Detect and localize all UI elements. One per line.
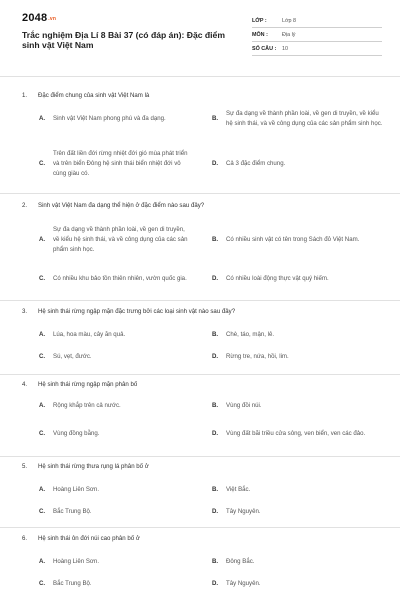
question-prompt: Đặc điểm chung của sinh vật Việt Nam là xyxy=(38,92,150,99)
option-text: Vùng đồng bằng. xyxy=(53,430,100,438)
section-divider xyxy=(0,193,400,194)
option-letter: B. xyxy=(212,115,219,123)
option-text: Tây Nguyên. xyxy=(226,508,261,516)
option-text: Đông Bắc. xyxy=(226,558,255,566)
option-letter: A. xyxy=(39,331,46,339)
option-text: Sự đa dạng về thành phần loài, về gen di truyền, về kiểu hệ sinh thái, và về công dụng của các sản phẩm sinh học. xyxy=(226,110,383,127)
option-b[interactable] xyxy=(212,484,384,496)
option-letter: B. xyxy=(212,486,219,494)
option-c[interactable] xyxy=(39,506,189,518)
option-a[interactable] xyxy=(39,329,189,341)
option-text: Hoàng Liên Sơn. xyxy=(53,558,100,566)
option-c[interactable] xyxy=(39,578,189,590)
question-number: 4. xyxy=(22,381,28,388)
option-letter: B. xyxy=(212,402,219,410)
question-number: 3. xyxy=(22,308,28,315)
option-text: Sú, vẹt, đước. xyxy=(53,353,92,361)
site-logo[interactable] xyxy=(22,12,56,24)
option-text: Sự đa dạng về thành phần loài, về gen di truyền, về kiểu hệ sinh thái, và về công dụng của các sản phẩm sinh học. xyxy=(53,226,188,253)
meta-value: Lớp 8 xyxy=(282,17,297,24)
question-text xyxy=(22,535,140,542)
question-text xyxy=(22,463,149,470)
option-a[interactable] xyxy=(39,221,189,259)
option-letter: C. xyxy=(39,275,46,283)
meta-label: LỚP : xyxy=(252,17,267,24)
section-divider xyxy=(0,76,400,77)
question-number: 5. xyxy=(22,463,28,470)
option-letter: A. xyxy=(39,558,46,566)
option-letter: D. xyxy=(212,160,219,168)
section-divider xyxy=(0,300,400,301)
option-b[interactable] xyxy=(212,400,384,412)
option-b[interactable] xyxy=(212,227,384,253)
question-number: 1. xyxy=(22,92,28,99)
option-c[interactable] xyxy=(39,351,189,363)
question-text xyxy=(22,308,235,315)
option-letter: D. xyxy=(212,353,219,361)
question-text xyxy=(22,202,204,209)
option-letter: D. xyxy=(212,508,219,516)
option-letter: D. xyxy=(212,275,219,283)
option-letter: A. xyxy=(39,236,46,244)
option-letter: D. xyxy=(212,580,219,588)
question-prompt: Hệ sinh thái rừng thưa rụng lá phân bố ở xyxy=(38,463,149,470)
option-b[interactable] xyxy=(212,100,384,138)
section-divider xyxy=(0,374,400,375)
question-prompt: Sinh vật Việt Nam đa dạng thể hiện ở đặc điểm nào sau đây? xyxy=(38,202,205,209)
option-text: Rộng khắp trên cả nước. xyxy=(53,402,121,410)
option-text: Có nhiều sinh vật có tên trong Sách đỏ Việt Nam. xyxy=(226,236,360,244)
option-text: Vùng đất bãi triều cửa sông, ven biển, ven các đảo. xyxy=(226,430,366,438)
meta-row-subject xyxy=(252,28,382,42)
option-text: Bắc Trung Bộ. xyxy=(53,508,92,516)
option-letter: A. xyxy=(39,486,46,494)
option-a[interactable] xyxy=(39,113,189,125)
option-letter: C. xyxy=(39,353,46,361)
question-number: 6. xyxy=(22,535,28,542)
option-text: Tây Nguyên. xyxy=(226,580,261,588)
question-prompt: Hệ sinh thái ôn đới núi cao phân bố ở xyxy=(38,535,140,542)
option-text: Trên đất liền đới rừng nhiệt đới gió mùa phát triển và trên biển Đông hệ sinh thái biển nhiệt đới vô cùng giàu có. xyxy=(53,150,188,177)
option-d[interactable] xyxy=(212,421,384,447)
option-text: Rừng tre, nứa, hồi, lim. xyxy=(226,353,289,361)
option-letter: A. xyxy=(39,115,46,123)
question-number: 2. xyxy=(22,202,28,209)
option-d[interactable] xyxy=(212,272,384,286)
document-meta xyxy=(252,14,382,56)
option-d[interactable] xyxy=(212,578,384,590)
option-text: Lúa, hoa màu, cây ăn quả. xyxy=(53,331,126,339)
meta-label: MÔN : xyxy=(252,31,268,38)
option-b[interactable] xyxy=(212,556,384,568)
question-prompt: Hệ sinh thái rừng ngập mặn phân bố xyxy=(38,381,138,388)
option-text: Vùng đồi núi. xyxy=(226,402,262,410)
option-c[interactable] xyxy=(39,266,189,292)
question-text xyxy=(22,92,149,99)
option-text: Cả 3 đặc điểm chung. xyxy=(226,160,286,168)
option-a[interactable] xyxy=(39,400,189,412)
section-divider xyxy=(0,527,400,528)
option-letter: B. xyxy=(212,331,219,339)
option-text: Chè, táo, mận, lê. xyxy=(226,331,275,339)
option-letter: C. xyxy=(39,430,46,438)
meta-value: Địa lý xyxy=(282,31,296,38)
option-c[interactable] xyxy=(39,145,189,183)
option-letter: B. xyxy=(212,558,219,566)
meta-row-class xyxy=(252,14,382,28)
option-letter: C. xyxy=(39,508,46,516)
option-c[interactable] xyxy=(39,428,189,440)
section-divider xyxy=(0,456,400,457)
question-prompt: Hệ sinh thái rừng ngập mặn đặc trưng bởi các loại sinh vật nào sau đây? xyxy=(38,308,236,315)
option-text: Bắc Trung Bộ. xyxy=(53,580,92,588)
option-text: Có nhiều loài động thực vật quý hiếm. xyxy=(226,275,329,283)
question-text xyxy=(22,381,137,388)
option-letter: A. xyxy=(39,402,46,410)
option-d[interactable] xyxy=(212,351,384,363)
option-d[interactable] xyxy=(212,158,384,170)
option-text: Hoàng Liên Sơn. xyxy=(53,486,100,494)
option-a[interactable] xyxy=(39,484,189,496)
logo-sub-text: .vn xyxy=(48,16,57,22)
option-d[interactable] xyxy=(212,506,384,518)
document-header xyxy=(0,0,400,74)
meta-row-count xyxy=(252,42,382,56)
meta-label: SỐ CÂU : xyxy=(252,45,277,52)
logo-main-text: 2048 xyxy=(22,12,48,24)
option-letter: C. xyxy=(39,580,46,588)
option-text: Việt Bắc. xyxy=(226,486,251,494)
meta-value: 10 xyxy=(282,45,288,52)
option-a[interactable] xyxy=(39,556,189,568)
option-b[interactable] xyxy=(212,329,384,341)
option-text: Có nhiều khu bảo tồn thiên nhiên, vườn quốc gia. xyxy=(53,275,187,283)
page-title: Trắc nghiệm Địa Lí 8 Bài 37 (có đáp án): Đặc điểm sinh vật Việt Nam xyxy=(22,30,225,50)
option-letter: C. xyxy=(39,160,46,168)
option-letter: B. xyxy=(212,236,219,244)
option-text: Sinh vật Việt Nam phong phú và đa dạng. xyxy=(53,115,166,123)
option-letter: D. xyxy=(212,430,219,438)
